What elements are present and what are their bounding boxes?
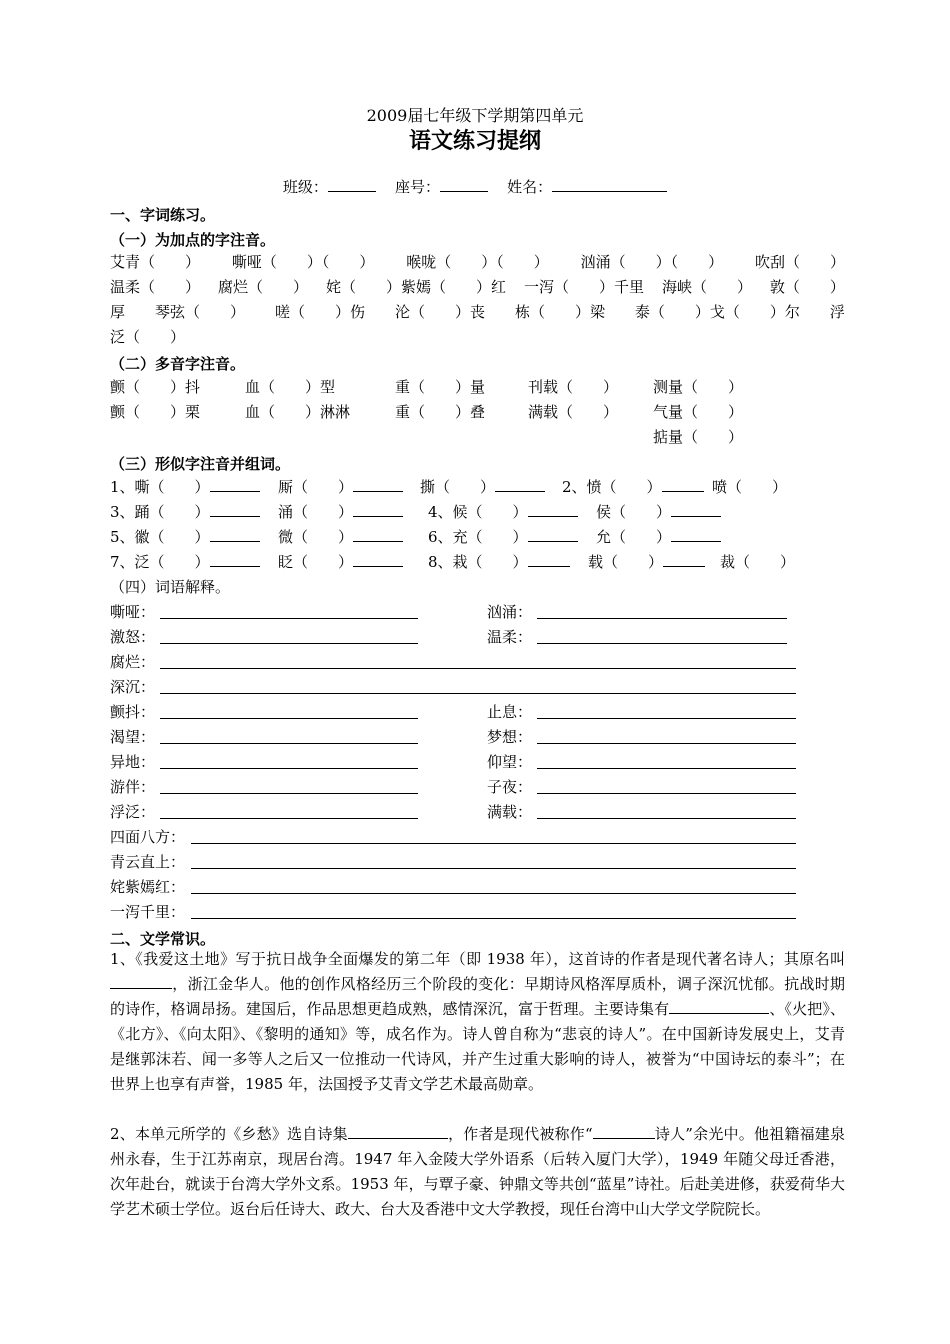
pinyin-item: 海峡（ ） — [661, 278, 752, 296]
pinyin-row-1 — [110, 251, 845, 272]
name-blank[interactable] — [552, 177, 667, 192]
term-label: 异地： — [110, 753, 156, 771]
pinyin-item: 敦（ ） — [769, 278, 845, 296]
polyphone-item: 血（ ）淋淋 — [245, 403, 351, 421]
term-label: 腐烂： — [110, 653, 156, 671]
part1-heading: （一）为加点的字注音。 — [110, 231, 276, 249]
part2-heading: （二）多音字注音。 — [110, 355, 246, 373]
answer-line[interactable] — [537, 618, 787, 619]
similar-char-item: 侯（ ） — [596, 501, 721, 522]
similar-char-item: 喷（ ） — [712, 478, 788, 496]
pinyin-row-2 — [110, 276, 845, 297]
answer-blank[interactable] — [669, 1000, 769, 1014]
answer-blank[interactable] — [593, 1125, 655, 1139]
pinyin-item: 泰（ ）戈（ ）尔 — [634, 303, 800, 321]
similar-char-item: 载（ ） — [588, 551, 705, 572]
part3-heading: （三）形似字注音并组词。 — [110, 455, 291, 473]
similar-char-item: 涌（ ） — [278, 501, 403, 522]
similar-char-item: 7、泛（ ） — [110, 551, 260, 572]
similar-char-item: 4、候（ ） — [428, 501, 578, 522]
pinyin-item: 汹涌（ ）（ ） — [580, 253, 724, 271]
similar-char-item: 3、踊（ ） — [110, 501, 260, 522]
pinyin-item: 温柔（ ） — [110, 278, 201, 296]
term-label: 一泻千里： — [110, 903, 186, 921]
class-label: 班级： — [282, 178, 328, 196]
similar-char-item: 撕（ ） — [420, 476, 545, 497]
polyphone-item: 重（ ）叠 — [395, 403, 486, 421]
polyphone-item: 测量（ ） — [653, 378, 744, 396]
polyphone-item: 颤（ ）抖 — [110, 378, 201, 396]
pinyin-row-4 — [110, 326, 845, 347]
polyphone-item: 刊载（ ） — [528, 378, 619, 396]
similar-char-item: 8、栽（ ） — [428, 551, 570, 572]
literature-paragraph-1: 1、《我爱这土地》写于抗日战争全面爆发的第二年（即 1938 年），这首诗的作者是现代著名诗人；其原名叫，浙江金华人。他的创作风格经历三个阶段的变化：早期诗风格浑厚质朴，调子深沉忧郁。抗战时期的诗作，格调昂扬。建国后，作品思想更趋成熟，感情深沉，富于哲理。主要诗集有 、《火把》、《北方》、《向太阳》、《黎明的通知》等，成名作为。诗人曾自称为“悲哀的诗人”。在中国新诗发展史上，艾青是继郭沫若、闻一多等人之后又一位推动一代诗风，并产生过重大影响的诗人，被誉为“中国诗坛的泰斗”；在世界上也享有声誉，1985 年，法国授予艾青文学艺术最高勋章。 — [110, 950, 845, 1093]
pinyin-item: 吹刮（ ） — [754, 253, 845, 271]
seat-blank[interactable] — [440, 177, 488, 192]
answer-blank[interactable] — [110, 975, 172, 989]
seat-label: 座号： — [394, 178, 440, 196]
similar-char-item: 微（ ） — [278, 526, 403, 547]
polyphone-item: 气量（ ） — [653, 403, 744, 421]
answer-line[interactable] — [191, 893, 796, 894]
term-label: 汹涌： — [487, 603, 533, 621]
term-label: 仰望： — [487, 753, 533, 771]
term-label: 姹紫嫣红： — [110, 878, 186, 896]
answer-line[interactable] — [160, 693, 796, 694]
student-info-line — [0, 176, 950, 197]
pinyin-item: 厚 — [110, 303, 126, 321]
pinyin-item: 嗟（ ）伤 — [274, 303, 365, 321]
term-label: 渴望： — [110, 728, 156, 746]
term-label: 温柔： — [487, 628, 533, 646]
pinyin-item: 姹（ ）紫嫣（ ）红 — [325, 278, 506, 296]
answer-line[interactable] — [537, 643, 787, 644]
answer-line[interactable] — [160, 618, 418, 619]
similar-char-item: 眨（ ） — [278, 551, 403, 572]
term-label: 颤抖： — [110, 703, 156, 721]
answer-line[interactable] — [537, 743, 796, 744]
answer-line[interactable] — [191, 868, 796, 869]
pinyin-item: 琴弦（ ） — [154, 303, 245, 321]
class-blank[interactable] — [328, 177, 376, 192]
answer-line[interactable] — [537, 793, 796, 794]
pinyin-item: 腐烂（ ） — [217, 278, 308, 296]
pinyin-item: 嘶哑（ ）（ ） — [231, 253, 375, 271]
term-label: 满载： — [487, 803, 533, 821]
answer-line[interactable] — [160, 743, 418, 744]
pinyin-item: 艾青（ ） — [110, 253, 201, 271]
section1-heading: 一、字词练习。 — [110, 206, 216, 224]
term-label: 游伴： — [110, 778, 156, 796]
term-label: 子夜： — [487, 778, 533, 796]
polyphone-item: 血（ ）型 — [245, 378, 336, 396]
similar-char-item: 允（ ） — [596, 526, 721, 547]
answer-blank[interactable] — [348, 1125, 448, 1139]
polyphone-item: 满载（ ） — [528, 403, 619, 421]
polyphone-item: 颤（ ）栗 — [110, 403, 201, 421]
name-label: 姓名： — [507, 178, 553, 196]
term-label: 嘶哑： — [110, 603, 156, 621]
similar-char-item: 厮（ ） — [278, 476, 403, 497]
term-label: 浮泛： — [110, 803, 156, 821]
pinyin-item: 浮 — [829, 303, 845, 321]
answer-line[interactable] — [160, 793, 418, 794]
answer-line[interactable] — [191, 843, 796, 844]
polyphone-item: 掂量（ ） — [653, 428, 744, 446]
worksheet-title-line1: 2009届七年级下学期第四单元 — [366, 106, 584, 125]
answer-line[interactable] — [160, 718, 418, 719]
section2-heading: 二、文学常识。 — [110, 930, 216, 948]
similar-char-item: 5、徽（ ） — [110, 526, 260, 547]
answer-line[interactable] — [160, 643, 418, 644]
term-label: 梦想： — [487, 728, 533, 746]
pinyin-item: 泛（ ） — [110, 328, 186, 346]
pinyin-row-3 — [110, 301, 845, 322]
polyphone-item: 重（ ）量 — [395, 378, 486, 396]
answer-line[interactable] — [537, 818, 796, 819]
answer-line[interactable] — [537, 768, 796, 769]
part4-heading: （四）词语解释。 — [110, 578, 231, 596]
similar-char-item: 1、嘶（ ） — [110, 476, 260, 497]
literature-paragraph-2: 2、本单元所学的《乡愁》选自诗集 ，作者是现代被称作“ 诗人”余光中。他祖籍福建泉州永春，生于江苏南京，现居台湾。1947 年入金陵大学外语系（后转入厦门大学），1949 年随父母迁香港，次年赴台，就读于台湾大学外文系。1953 年，与覃子豪、钟鼎文等共创“蓝星”诗社。后赴美进修，获爱荷华大学艺术硕士学位。返台后任诗大、政大、台大及香港中文大学教授，现任台湾中山大学文学院院长。 — [110, 1125, 845, 1218]
pinyin-item: 一泻（ ）千里 — [523, 278, 644, 296]
pinyin-item: 喉咙（ ）（ ） — [406, 253, 549, 271]
answer-line[interactable] — [191, 918, 796, 919]
answer-line[interactable] — [537, 718, 796, 719]
worksheet-title-line2: 语文练习提纲 — [408, 128, 541, 154]
term-label: 四面八方： — [110, 828, 186, 846]
similar-char-item: 6、充（ ） — [428, 526, 578, 547]
answer-line[interactable] — [160, 768, 418, 769]
pinyin-item: 栋（ ）梁 — [514, 303, 605, 321]
term-label: 深沉： — [110, 678, 156, 696]
pinyin-item: 沦（ ）丧 — [394, 303, 485, 321]
answer-line[interactable] — [160, 668, 796, 669]
similar-char-item: 2、愤（ ） — [562, 476, 704, 497]
term-label: 激怒： — [110, 628, 156, 646]
answer-line[interactable] — [160, 818, 418, 819]
similar-char-item: 裁（ ） — [720, 553, 796, 571]
term-label: 止息： — [487, 703, 533, 721]
term-label: 青云直上： — [110, 853, 186, 871]
